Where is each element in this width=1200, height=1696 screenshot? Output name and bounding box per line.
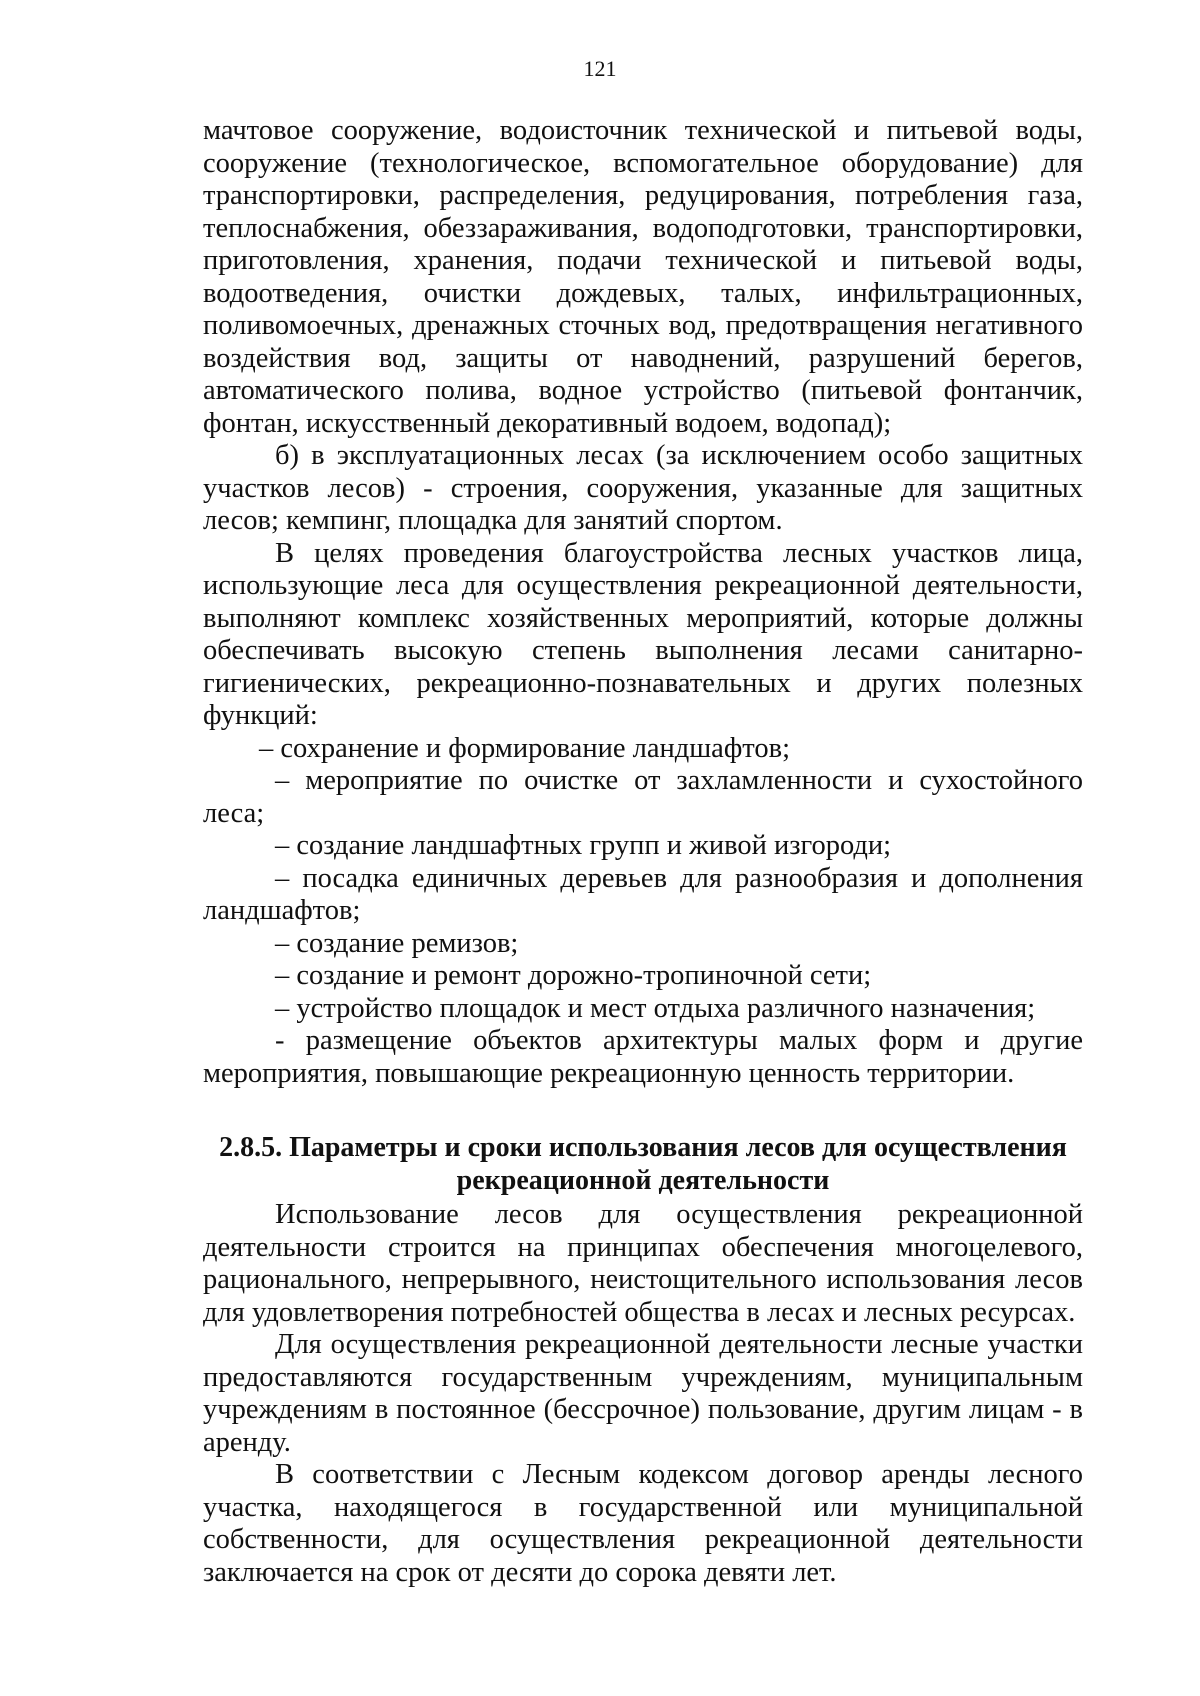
paragraph: Использование лесов для осуществления рекреационной деятельности строится на принципах обеспечения многоцелевого, рационального, непрерывного, неистощительного использования лесов для удовлетворения потребностей общества в лесах и лесных ресурсах.: [203, 1199, 1083, 1328]
paragraph: мачтовое сооружение, водоисточник технической и питьевой воды, сооружение (технологическое, вспомогательное оборудование) для транспортировки, распределения, редуцирования, потребления газа, теплоснабжения, обеззараживания, водоподготовки, транспортировки, приготовления, хранения, подачи технической и питьевой воды, водоотведения, очистки дождевых, талых, инфильтрационных, поливомоечных, дренажных сточных вод, предотвращения негативного воздействия вод, защиты от наводнений, разрушений берегов, автоматического полива, водное устройство (питьевой фонтанчик, фонтан, искусственный декоративный водоем, водопад);: [203, 115, 1083, 439]
list-item: – посадка единичных деревьев для разнообразия и дополнения ландшафтов;: [203, 862, 1083, 926]
page-number: 121: [583, 56, 617, 81]
list-item: – создание и ремонт дорожно-тропиночной сети;: [275, 960, 872, 991]
list-item: – сохранение и формирование ландшафтов;: [259, 732, 790, 764]
list-item: – мероприятие по очистке от захламленности и сухостойного леса;: [203, 765, 1083, 829]
paragraph: б) в эксплуатационных лесах (за исключением особо защитных участков лесов) - строения, сооружения, указанные для защитных лесов; кемпинг, площадка для занятий спортом.: [203, 440, 1083, 536]
list-item: – создание ландшафтных групп и живой изгороди;: [275, 830, 892, 861]
list-item: – устройство площадок и мест отдыха различного назначения;: [275, 992, 1036, 1024]
page-body: [203, 115, 1083, 1589]
list-item: – создание ремизов;: [275, 927, 519, 959]
list-item: - размещение объектов архитектуры малых форм и другие мероприятия, повышающие рекреационную ценность территории.: [203, 1025, 1083, 1089]
section-heading-line: рекреационной деятельности: [456, 1164, 830, 1196]
paragraph: В соответствии с Лесным кодексом договор аренды лесного участка, находящегося в государственной или муниципальной собственности, для осуществления рекреационной деятельности заключается на срок от десяти до сорока девяти лет.: [203, 1459, 1083, 1588]
paragraph: Для осуществления рекреационной деятельности лесные участки предоставляются государственным учреждениям, муниципальным учреждениям в постоянное (бессрочное) пользование, другим лицам - в аренду.: [203, 1329, 1083, 1458]
paragraph: В целях проведения благоустройства лесных участков лица, использующие леса для осуществления рекреационной деятельности, выполняют комплекс хозяйственных мероприятий, которые должны обеспечивать высокую степень выполнения лесами санитарно-гигиенических, рекреационно-познавательных и других полезных функций:: [203, 537, 1083, 731]
section-heading-line: 2.8.5. Параметры и сроки использования лесов для осуществления: [219, 1132, 1067, 1163]
section-heading: [203, 1132, 1083, 1197]
